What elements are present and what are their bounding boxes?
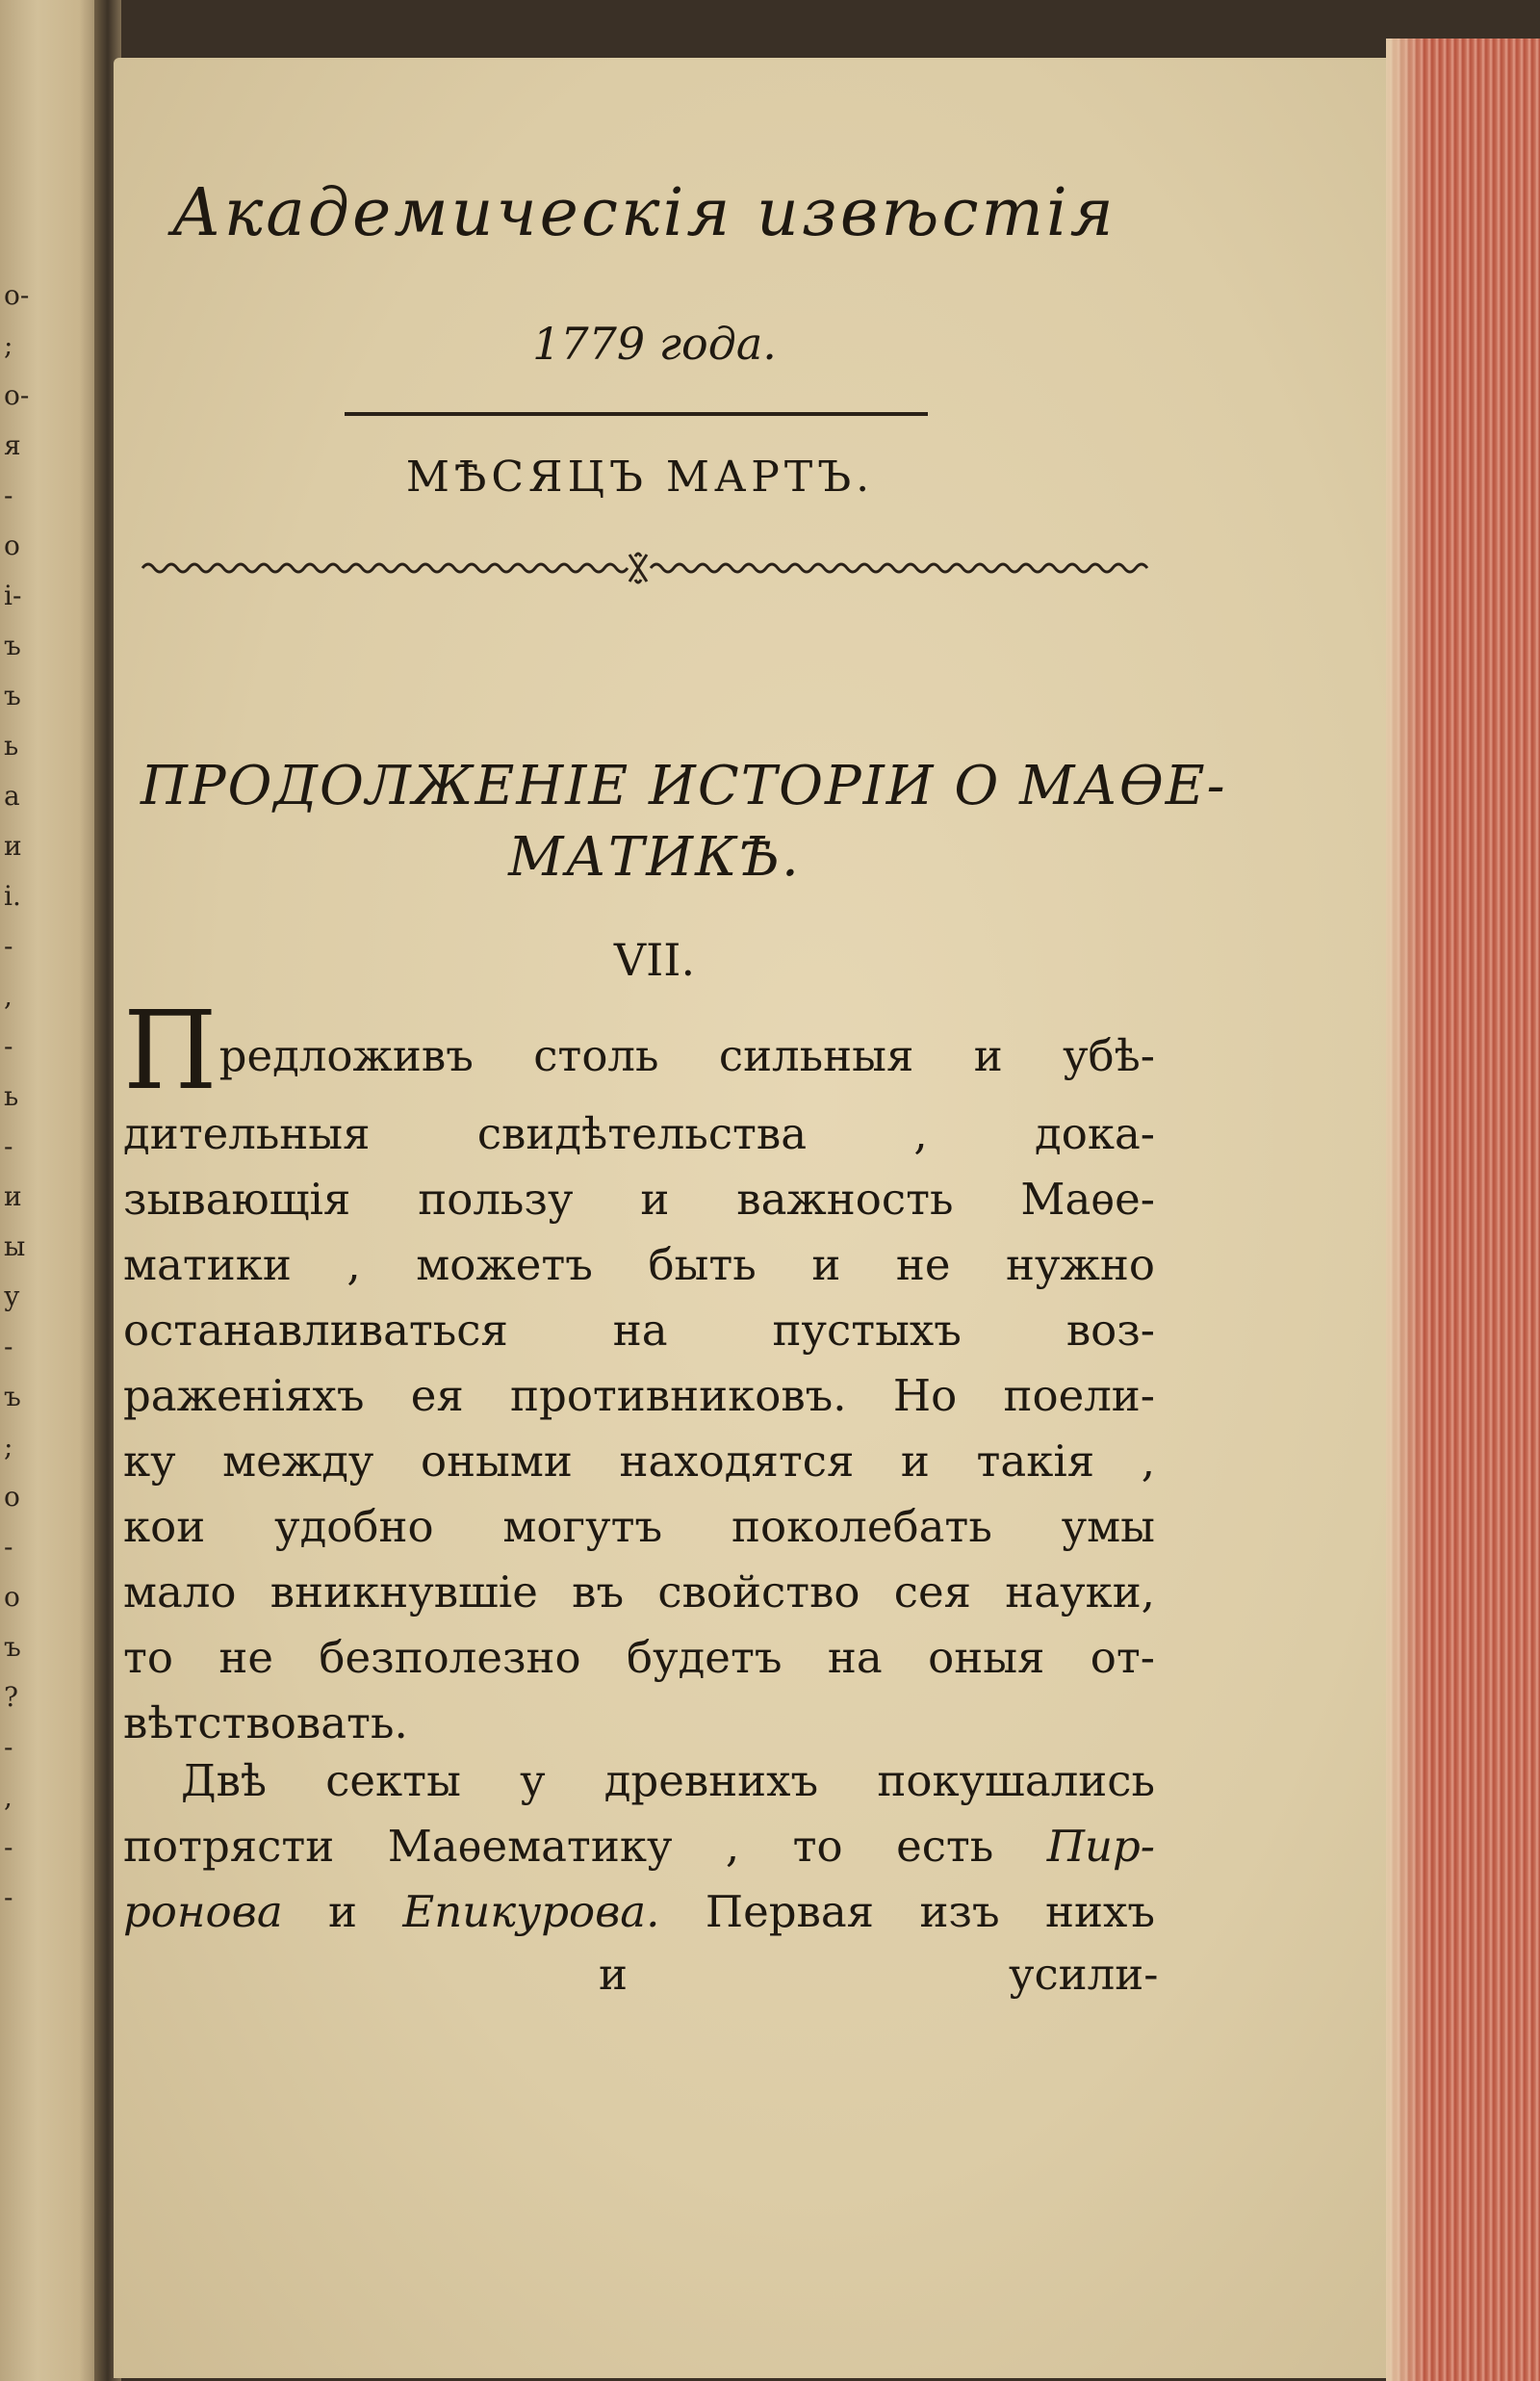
paragraph-1-line: мало вникнувшіе въ свойство сея науки, [123,1566,1155,1618]
paragraph-1-line: кои удобно могутъ поколебать умы [123,1501,1155,1552]
left-margin-fragment: о [4,1481,20,1513]
article-title-line-2: МАТИКѢ. [508,826,801,889]
header-rule [345,412,928,416]
left-margin-fragment: и [4,830,22,862]
paragraph-1-line: зывающія пользу и важность Маѳе- [123,1174,1155,1225]
left-margin-fragment: ь [4,730,19,762]
page-edges-red [1386,39,1540,2381]
left-margin-fragment: - [4,1130,13,1162]
left-margin-fragment: - [4,1881,13,1913]
left-margin-fragment: ъ [4,630,21,661]
left-margin-fragment: ъ [4,680,21,712]
article-title-line-1: ПРОДОЛЖЕНІЕ ИСТОРІИ О МАѲЕ- [141,755,1227,817]
left-margin-fragment: , [4,980,13,1012]
section-number: VII. [613,934,696,986]
left-margin-fragment: , [4,1781,13,1813]
paragraph-1-line: вѣтствовать. [123,1697,408,1748]
left-margin-fragment: ь [4,1080,19,1112]
journal-year: 1779 года. [532,318,777,370]
paragraph-1-line: Предложивъ столь сильныя и убѣ- [123,989,1155,1114]
left-margin-fragment: ; [4,1431,13,1462]
left-margin-fragment: - [4,930,13,962]
left-margin-fragment: - [4,1531,13,1563]
drop-cap: П [123,989,218,1114]
paragraph-1-line: то не безполезно будетъ на оныя от- [123,1632,1155,1683]
left-margin-fragment: і- [4,580,22,611]
left-margin-fragment: а [4,780,20,812]
left-margin-fragment: и [4,1180,22,1212]
left-margin-fragment: ? [4,1681,19,1713]
paragraph-1-line: ку между оными находятся и такія , [123,1436,1155,1487]
left-margin-fragment: я [4,429,21,461]
month-heading: МѢСЯЦЪ МАРТЪ. [405,453,875,502]
paragraph-2-line: Двѣ секты у древнихъ покушались [181,1755,1155,1806]
left-margin-fragment: о- [4,379,30,411]
paragraph-1-line: останавливаться на пустыхъ воз- [123,1305,1155,1356]
ornament-divider [142,547,1149,585]
left-margin-fragment: ъ [4,1381,21,1412]
left-margin-fragment: о- [4,279,30,311]
left-margin-fragment: ы [4,1230,26,1262]
left-margin-fragment: ; [4,329,13,361]
left-margin-fragment: ъ [4,1631,21,1663]
left-margin-fragment: о [4,530,20,561]
paragraph-2-line: потрясти Маѳематику , то есть Пир- [123,1821,1155,1872]
signature-mark: и [599,1949,628,2000]
left-margin-fragment: о [4,1581,20,1613]
left-margin-fragment: - [4,1030,13,1062]
left-margin-fragment: - [4,1331,13,1362]
paragraph-1-line: раженіяхъ ея противниковъ. Но поели- [123,1370,1155,1421]
left-margin-fragment: - [4,479,13,511]
journal-title: Академическія извѣстія [171,175,1116,251]
left-margin-fragment: - [4,1731,13,1763]
paragraph-1-line: матики , можетъ быть и не нужно [123,1239,1155,1290]
left-margin-fragment: у [4,1281,20,1312]
paragraph-1-line: дительныя свидѣтельства , дока- [123,1108,1155,1159]
paragraph-2-line: ронова и Епикурова. Первая изъ нихъ [123,1886,1155,1937]
catchword: усили- [1009,1949,1159,2000]
left-margin-fragment: і. [4,880,21,912]
left-margin-fragment: - [4,1831,13,1863]
